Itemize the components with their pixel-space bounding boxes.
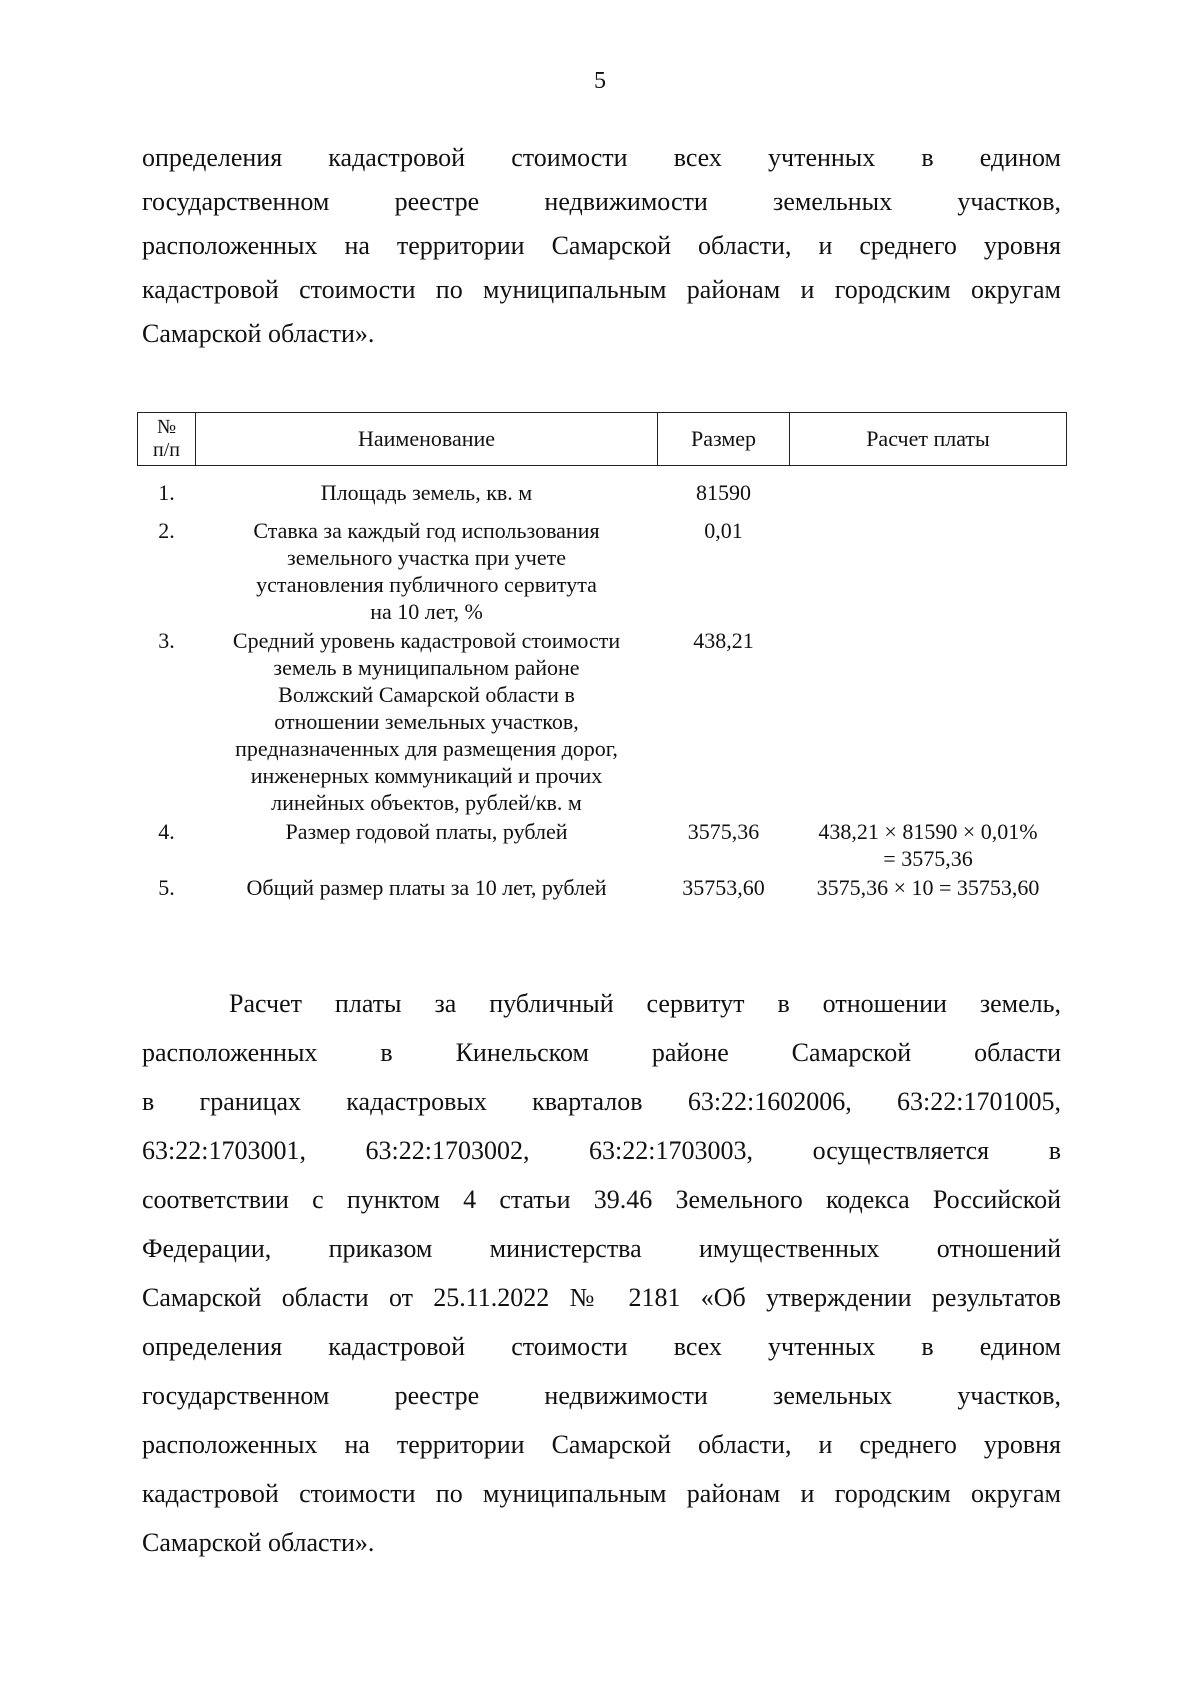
header-calc: Расчет платы [790, 413, 1067, 466]
header-name: Наименование [196, 413, 658, 466]
paragraph-line: государственном реестре недвижимости земельных участков, [142, 1381, 1061, 1410]
paragraph-line: определения кадастровой стоимости всех учтенных в едином [142, 1332, 1061, 1361]
row-calc [790, 872, 1067, 901]
row-number: 3. [158, 628, 175, 653]
row-name [196, 816, 658, 872]
paragraph-line: государственном реестре недвижимости земельных участков, [142, 187, 1061, 216]
row-name-line: предназначенных для размещения дорог, [235, 736, 618, 761]
row-name-line: установления публичного сервитута [256, 572, 597, 597]
row-name-line: Волжский Самарской области в [278, 682, 575, 707]
paragraph-line: расположенных в Кинельском районе Самарской области [142, 1038, 1061, 1067]
header-size: Размер [658, 413, 790, 466]
paragraph-line: Федерации, приказом министерства имущественных отношений [142, 1234, 1061, 1263]
table-row [138, 466, 1067, 516]
paragraph-line: Самарской области от 25.11.2022 № 2181 «Об утверждении результатов [142, 1283, 1061, 1312]
header-number-line: п/п [153, 439, 180, 461]
row-name [196, 625, 658, 816]
row-size: 0,01 [704, 518, 743, 543]
row-name-line: линейных объектов, рублей/кв. м [271, 790, 582, 815]
row-number: 4. [158, 819, 175, 844]
paragraph-line: расположенных на территории Самарской области, и среднего уровня [142, 231, 1061, 260]
row-name-line: Площадь земель, кв. м [320, 480, 533, 505]
row-size: 3575,36 [687, 819, 760, 844]
row-name-line: Размер годовой платы, рублей [285, 819, 568, 844]
row-name-line: на 10 лет, % [370, 599, 483, 624]
row-calc-line: 3575,36 × 10 = 35753,60 [816, 875, 1040, 900]
row-name-line: земель в муниципальном районе [273, 655, 580, 680]
table-row [138, 625, 1067, 816]
row-name-line: Общий размер платы за 10 лет, рублей [246, 875, 607, 900]
table-row [138, 872, 1067, 901]
row-calc-line: = 3575,36 [883, 846, 973, 871]
row-name-line: Ставка за каждый год использования [253, 518, 600, 543]
paragraph-line: кадастровой стоимости по муниципальным районам и городским округам [142, 275, 1061, 304]
table-row [138, 816, 1067, 872]
paragraph-line: расположенных на территории Самарской области, и среднего уровня [142, 1430, 1061, 1459]
row-size: 81590 [696, 480, 751, 505]
paragraph-line: в границах кадастровых кварталов 63:22:1602006, 63:22:1701005, [142, 1087, 1061, 1116]
paragraph-line: Самарской области». [142, 1528, 375, 1557]
paragraph-line: 63:22:1703001, 63:22:1703002, 63:22:1703003, осуществляется в [142, 1136, 1061, 1165]
header-number-line: № [156, 416, 177, 438]
row-size: 438,21 [693, 628, 754, 653]
row-name-line: отношении земельных участков, [274, 709, 579, 734]
page-number: 5 [594, 68, 606, 94]
table-header-row [138, 413, 1067, 466]
row-name [196, 466, 658, 516]
header-number [138, 413, 196, 466]
row-calc [790, 625, 1067, 816]
table-row [138, 515, 1067, 625]
paragraph-line: Расчет платы за публичный сервитут в отношении земель, [229, 989, 1061, 1018]
main-paragraph [142, 979, 1061, 1567]
row-number: 1. [158, 480, 175, 505]
paragraph-line: определения кадастровой стоимости всех учтенных в едином [142, 143, 1061, 172]
row-calc [790, 515, 1067, 625]
row-size: 35753,60 [682, 875, 765, 900]
row-number: 5. [158, 875, 175, 900]
row-calc [790, 466, 1067, 516]
intro-paragraph [142, 136, 1061, 356]
row-calc [790, 816, 1067, 872]
row-name [196, 872, 658, 901]
row-name-line: инженерных коммуникаций и прочих [250, 763, 603, 788]
row-name [196, 515, 658, 625]
paragraph-line: кадастровой стоимости по муниципальным районам и городским округам [142, 1479, 1061, 1508]
row-name-line: земельного участка при учете [287, 545, 566, 570]
paragraph-line: Самарской области». [142, 319, 375, 348]
payment-calculation-table [137, 412, 1067, 901]
row-name-line: Средний уровень кадастровой стоимости [232, 628, 621, 653]
paragraph-line: соответствии с пунктом 4 статьи 39.46 Земельного кодекса Российской [142, 1185, 1061, 1214]
row-calc-line: 438,21 × 81590 × 0,01% [818, 819, 1038, 844]
row-number: 2. [158, 518, 175, 543]
